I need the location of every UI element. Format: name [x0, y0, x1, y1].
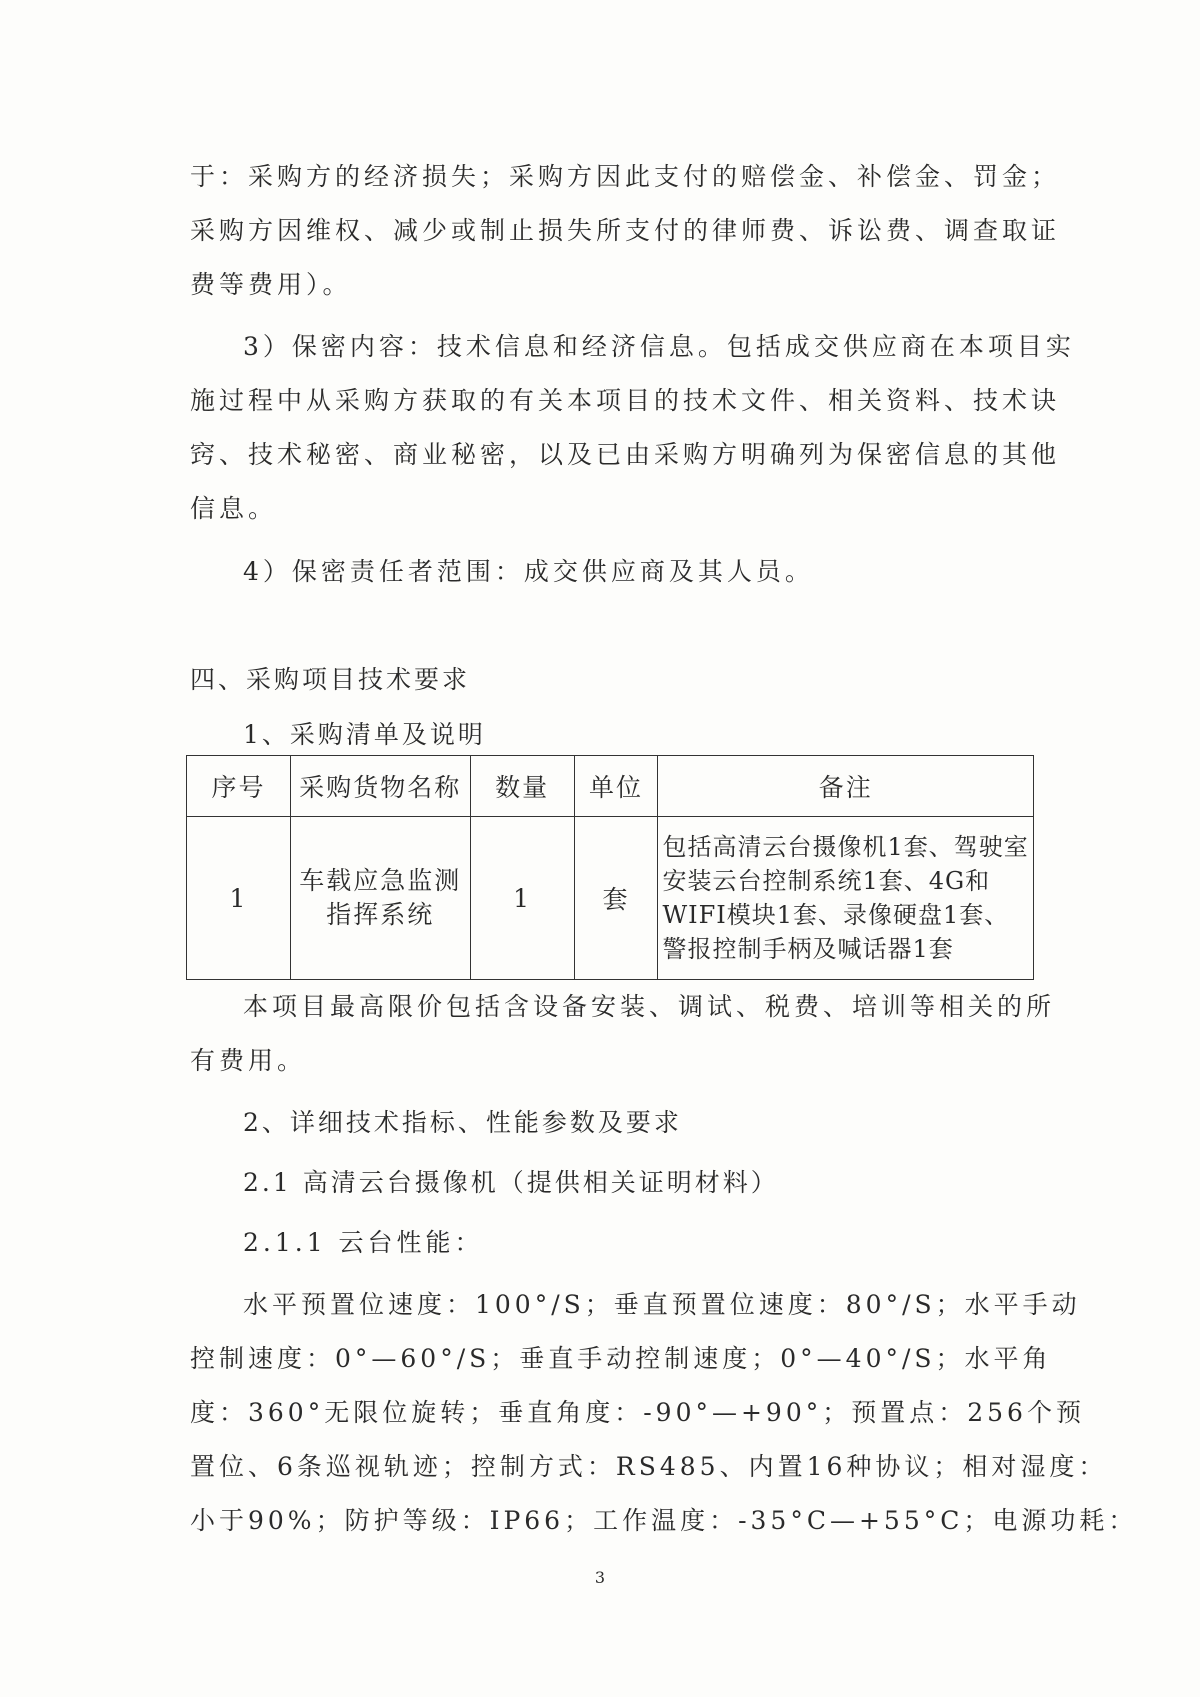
cell-quantity: 1 — [470, 817, 574, 980]
table-row — [187, 817, 1034, 980]
paragraph-line: 窍、技术秘密、商业秘密，以及已由采购方明确列为保密信息的其他 — [190, 440, 1061, 469]
paragraph-line: 施过程中从采购方获取的有关本项目的技术文件、相关资料、技术诀 — [190, 386, 1061, 415]
paragraph-line: 置位、6条巡视轨迹；控制方式：RS485、内置16种协议；相对湿度： — [190, 1452, 1108, 1481]
paragraph-line: 于：采购方的经济损失；采购方因此支付的赔偿金、补偿金、罚金； — [190, 162, 1061, 191]
subsection-heading: 2、详细技术指标、性能参数及要求 — [243, 1108, 682, 1137]
page-number: 3 — [594, 1568, 606, 1587]
paragraph-line: 小于90%；防护等级：IP66；工作温度：-35°C—+55°C；电源功耗： — [190, 1506, 1138, 1535]
paragraph-line: 水平预置位速度：100°/S；垂直预置位速度：80°/S；水平手动 — [243, 1290, 1081, 1319]
header-remark: 备注 — [658, 756, 1034, 817]
paragraph-line: 本项目最高限价包括含设备安装、调试、税费、培训等相关的所 — [243, 992, 1056, 1021]
cell-remark: 包括高清云台摄像机1套、驾驶室安装云台控制系统1套、4G和WIFI模块1套、录像硬盘1套、警报控制手柄及喊话器1套 — [658, 817, 1034, 980]
purchase-list-table — [186, 755, 1034, 980]
subsection-heading: 1、采购清单及说明 — [243, 720, 486, 749]
paragraph-line: 采购方因维权、减少或制止损失所支付的律师费、诉讼费、调查取证 — [190, 216, 1061, 245]
paragraph-line: 度：360°无限位旋转；垂直角度：-90°—+90°；预置点：256个预 — [190, 1398, 1085, 1427]
paragraph-line: 信息。 — [190, 494, 278, 523]
paragraph-line: 3）保密内容：技术信息和经济信息。包括成交供应商在本项目实 — [243, 332, 1075, 361]
paragraph-line: 控制速度：0°—60°/S；垂直手动控制速度；0°—40°/S；水平角 — [190, 1344, 1052, 1373]
header-index: 序号 — [187, 756, 291, 817]
paragraph-line: 有费用。 — [190, 1046, 307, 1075]
section-heading: 四、采购项目技术要求 — [190, 665, 471, 694]
cell-item-name: 车载应急监测指挥系统 — [290, 817, 470, 980]
subsection-heading: 2.1.1 云台性能： — [243, 1228, 484, 1257]
cell-unit: 套 — [574, 817, 658, 980]
subsection-heading: 2.1 高清云台摄像机（提供相关证明材料） — [243, 1168, 779, 1197]
header-quantity: 数量 — [470, 756, 574, 817]
paragraph-line: 4）保密责任者范围：成交供应商及其人员。 — [243, 557, 814, 586]
table-header-row — [187, 756, 1034, 817]
header-item-name: 采购货物名称 — [290, 756, 470, 817]
header-unit: 单位 — [574, 756, 658, 817]
cell-index: 1 — [187, 817, 291, 980]
paragraph-line: 费等费用）。 — [190, 270, 352, 299]
